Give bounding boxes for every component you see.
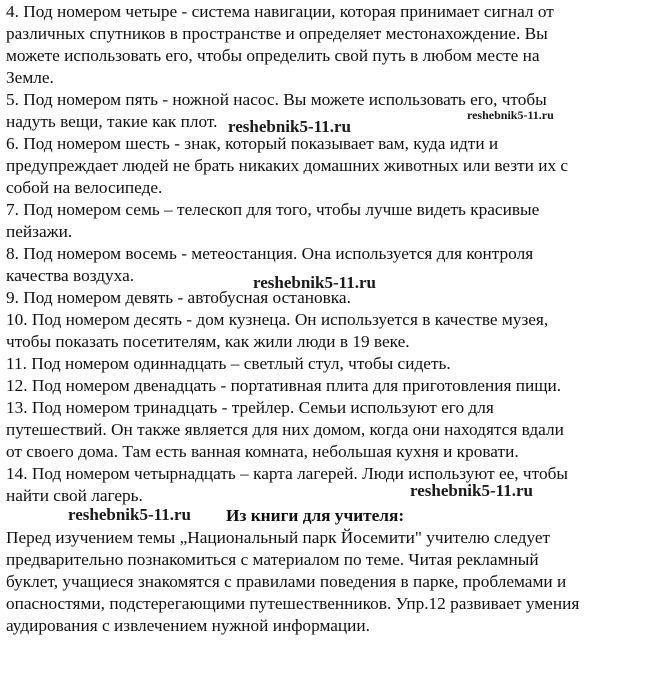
text-line: буклет, учащиеся знакомятся с правилами поведения в парке, проблемами и <box>6 572 567 591</box>
text-line: Перед изучением темы „Национальный парк Йосемити" учителю следует <box>6 528 551 547</box>
text-line: 6. Под номером шесть - знак, который показывает вам, куда идти и <box>6 134 499 153</box>
text-line: предварительно познакомиться с материалом по теме. Читая рекламный <box>6 550 539 569</box>
text-line: опасностями, подстерегающими путешественников. Упр.12 развивает умения <box>6 594 580 613</box>
text-line: путешествий. Он также является для них домом, когда они находятся вдали <box>6 420 564 439</box>
text-line: 10. Под номером десять - дом кузнеца. Он используется в качестве музея, <box>6 310 549 329</box>
text-line: чтобы показать посетителям, как жили люди в 19 веке. <box>6 332 410 351</box>
section-heading: Из книги для учителя: <box>226 506 405 525</box>
watermark: reshebnik5-11.ru <box>467 108 554 122</box>
text-line: 13. Под номером тринадцать - трейлер. Семьи используют его для <box>6 398 494 417</box>
text-line: 7. Под номером семь – телескоп для того, чтобы лучше видеть красивые <box>6 200 540 219</box>
text-line: пейзажи. <box>6 222 73 241</box>
text-line: предупреждает людей не брать никаких домашних животных или везти их с <box>6 156 569 175</box>
watermark: reshebnik5-11.ru <box>228 117 351 136</box>
text-line: 9. Под номером девять - автобусная остановка. <box>6 288 351 307</box>
text-line: можете использовать его, чтобы определить свой путь в любом месте на <box>6 46 540 65</box>
text-line: надуть вещи, такие как плот. <box>6 112 218 131</box>
watermark: reshebnik5-11.ru <box>253 273 376 292</box>
text-line: аудирования с извлечением нужной информации. <box>6 616 371 635</box>
text-line: различных спутников в пространстве и определяет местонахождение. Вы <box>6 24 548 43</box>
watermark: reshebnik5-11.ru <box>68 505 191 524</box>
text-line: 8. Под номером восемь - метеостанция. Она используется для контроля <box>6 244 534 263</box>
text-line: собой на велосипеде. <box>6 178 163 197</box>
text-line: найти свой лагерь. <box>6 486 143 505</box>
text-line: 5. Под номером пять - ножной насос. Вы можете использовать его, чтобы <box>6 90 547 109</box>
text-line: 11. Под номером одиннадцать – светлый стул, чтобы сидеть. <box>6 354 451 373</box>
watermark: reshebnik5-11.ru <box>410 481 533 500</box>
text-line: 14. Под номером четырнадцать – карта лагерей. Люди используют ее, чтобы <box>6 464 568 483</box>
text-line: от своего дома. Там есть ванная комната, небольшая кухня и кровати. <box>6 442 519 461</box>
text-line: 4. Под номером четыре - система навигации, которая принимает сигнал от <box>6 2 554 21</box>
text-line: Земле. <box>6 68 54 87</box>
text-line: качества воздуха. <box>6 266 135 285</box>
text-line: 12. Под номером двенадцать - портативная плита для приготовления пищи. <box>6 376 562 395</box>
